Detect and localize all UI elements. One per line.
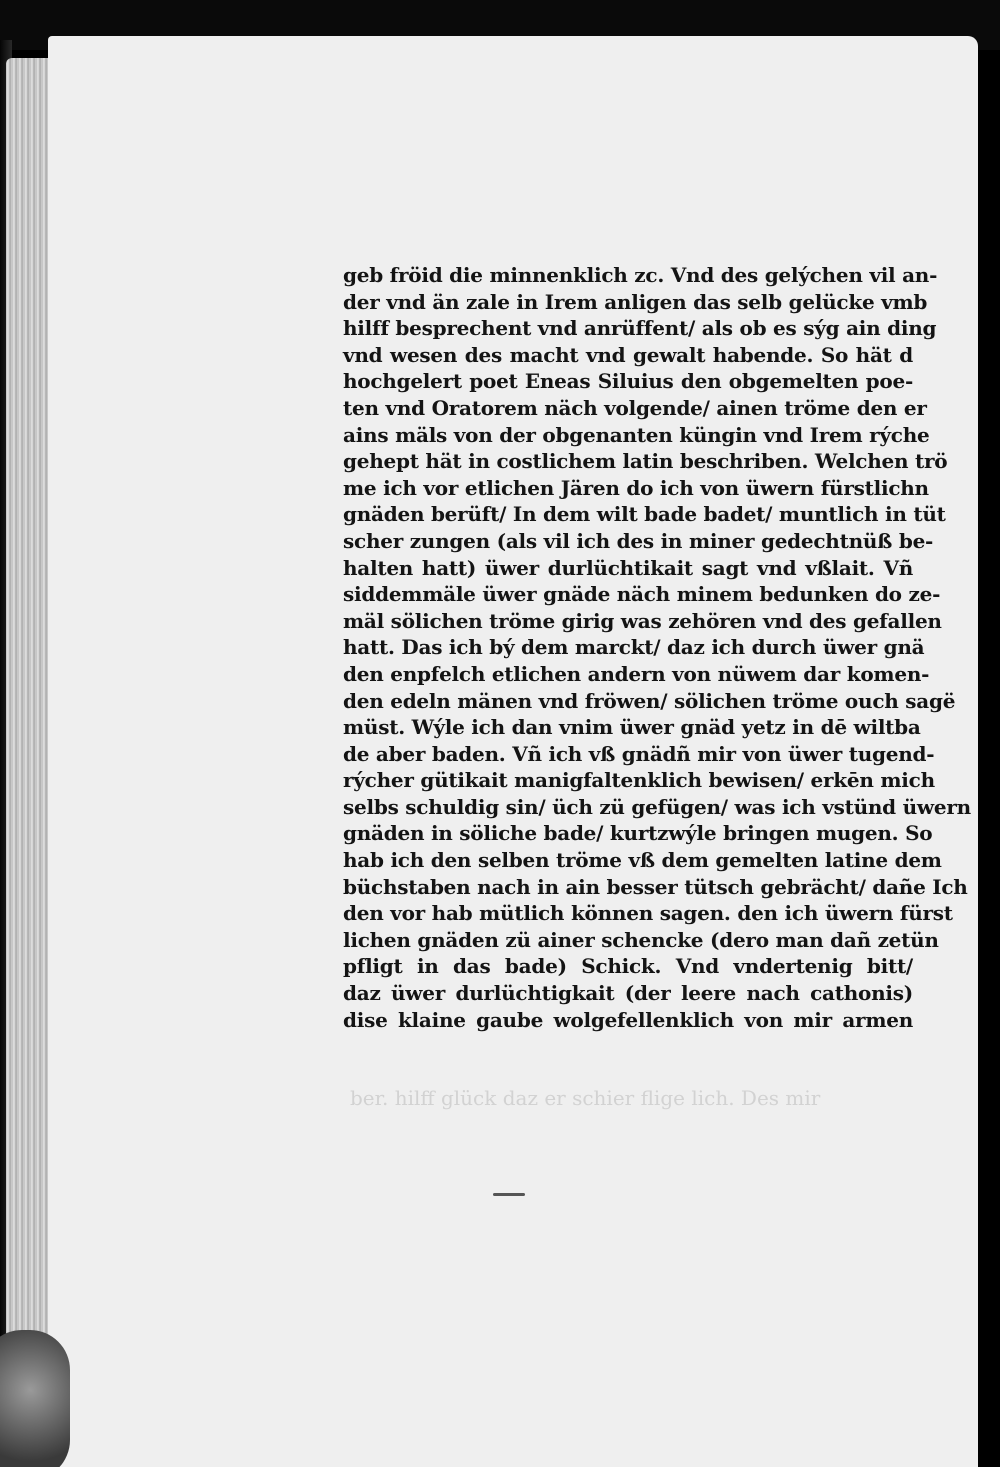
text-line: selbs schuldig sin/ üch zü gefügen/ was ich vstünd üwern [343,794,971,819]
bleed-through-text [350,1085,820,1111]
text-line: ten vnd Oratorem näch volgende/ ainen tröme den er [343,395,927,420]
text-line: vnd wesen des macht vnd gewalt habende. So hät d [343,342,913,367]
text-block [343,262,971,1033]
text-line: gnäden berüft/ In dem wilt bade badet/ muntlich in tüt [343,502,946,527]
text-line: hatt. Das ich bý dem marckt/ daz ich durch üwer gnä [343,635,925,660]
text-line: den edeln mänen vnd fröwen/ sölichen tröme ouch sagë [343,688,956,713]
text-line: hab ich den selben tröme vß dem gemelten latine dem [343,848,942,873]
text-line: den enpfelch etlichen andern von nüwem dar komen- [343,661,930,686]
text-line: ains mäls von der obgenanten küngin vnd Irem rýche [343,422,930,447]
text-line: gnäden in söliche bade/ kurtzwýle bringen mugen. So [343,821,933,846]
text-line: dise klaine gaube wolgefellenklich von mir armen [343,1007,913,1032]
text-line: pfligt in das bade) Schick. Vnd vndertenig bitt/ [343,954,913,979]
text-line: lichen gnäden zü ainer schencke (dero man dañ zetün [343,927,939,952]
ink-mark [493,1193,525,1196]
holding-thumb [0,1330,70,1467]
text-line: hilff besprechent vnd anrüffent/ als ob es sýg ain ding [343,316,937,341]
text-line: büchstaben nach in ain besser tütsch gebrächt/ dañe Ich [343,874,968,899]
text-line: hochgelert poet Eneas Siluius den obgemelten poe- [343,369,913,394]
text-line: halten hatt) üwer durlüchtikait sagt vnd vßlait. Vñ [343,555,913,580]
text-line: scher zungen (als vil ich des in miner gedechtnüß be- [343,528,934,553]
text-line: de aber baden. Vñ ich vß gnädñ mir von üwer tugend- [343,741,935,766]
text-line: daz üwer durlüchtigkait (der leere nach cathonis) [343,981,913,1006]
text-line: der vnd än zale in Irem anligen das selb gelücke vmb [343,289,928,314]
text-line: mäl sölichen tröme girig was zehören vnd des gefallen [343,608,942,633]
text-line: gehept hät in costlichem latin beschriben. Welchen trö [343,449,948,474]
text-line: den vor hab mütlich können sagen. den ich üwern fürst [343,901,953,926]
text-line: rýcher gütikait manigfaltenklich bewisen/ erkēn mich [343,768,935,793]
bleed-through-line: ber. hilff glück daz er schier flige lich. Des mir [350,1086,821,1110]
text-line: müst. Wýle ich dan vnim üwer gnäd yetz in dē wiltba [343,715,921,740]
text-line: geb fröid die minnenklich zc. Vnd des gelýchen vil an- [343,263,938,287]
text-line: siddemmäle üwer gnäde näch minem bedunken do ze- [343,582,941,607]
text-line: me ich vor etlichen Jären do ich von üwern fürstlichn [343,475,929,500]
